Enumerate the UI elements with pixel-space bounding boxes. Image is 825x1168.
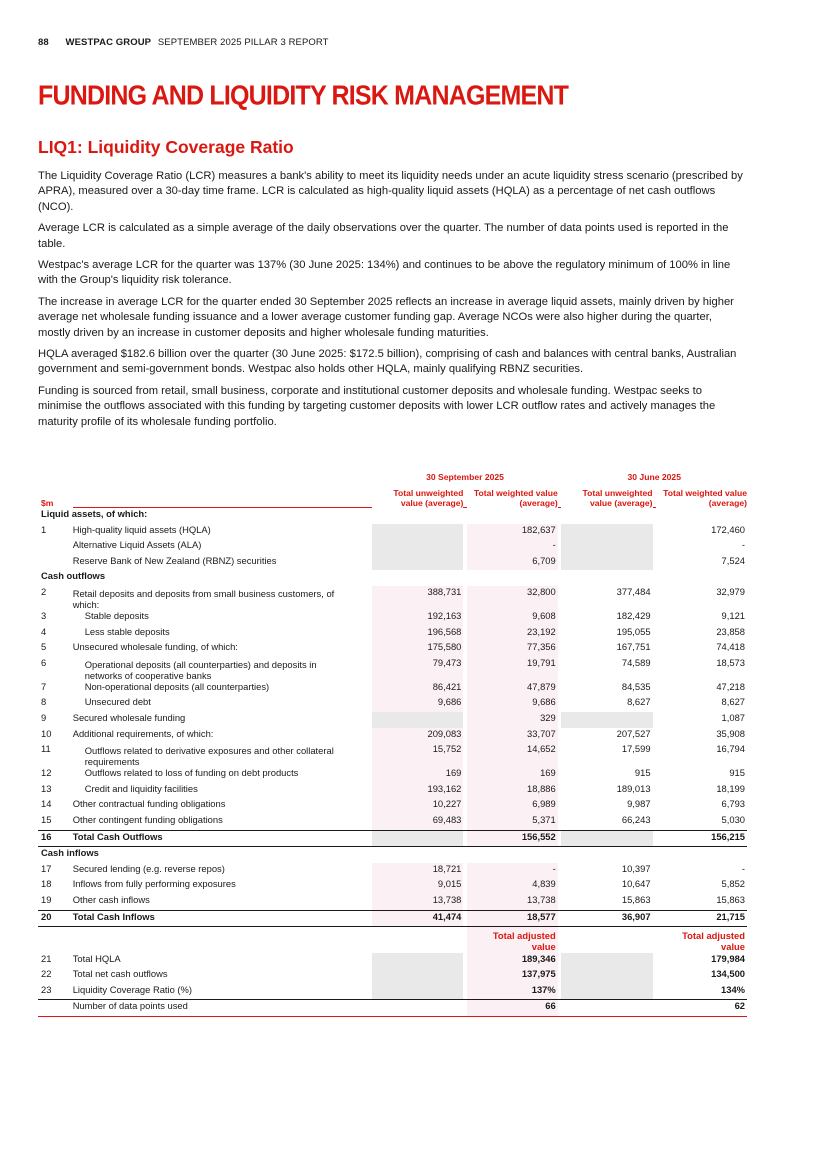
row-label: Credit and liquidity facilities: [84, 782, 198, 794]
row-number: 4: [41, 625, 47, 637]
paragraph: The Liquidity Coverage Ratio (LCR) measures a bank's ability to meet its liquidity needs under an acute liquidity stress scenario (prescribed by APRA), measured over a 30-day time frame. LCR is calculated as high-quality liquid assets (HQLA) as a percentage of net cash outflows (NCO).: [38, 170, 743, 213]
group-label: Liquid assets, of which:: [41, 508, 148, 520]
table-row: [38, 555, 747, 571]
cell-value: 179,984: [711, 952, 745, 964]
row-label: Reserve Bank of New Zealand (RBNZ) securities: [72, 554, 277, 566]
paragraph: HQLA averaged $182.6 billion over the quarter (30 June 2025: $172.5 billion), comprising of cash and balances with central banks, Australian government and semi-government bonds. Westpac also holds other HQLA, mainly qualifying RBNZ securities.: [38, 348, 737, 376]
cell-value: 5,030: [656, 814, 747, 830]
cell-value: 79,473: [372, 657, 463, 681]
cell-value: 189,013: [616, 782, 651, 794]
cell-value: 1,087: [721, 712, 745, 724]
cell-value: 9,686: [372, 696, 463, 712]
cell-value: 74,589: [621, 656, 651, 668]
cell-value: 7,524: [721, 554, 745, 566]
cell-value: -: [467, 539, 558, 555]
cell-value: 9,121: [721, 610, 745, 622]
row-number: 7: [41, 680, 47, 692]
row-number: 12: [41, 767, 52, 779]
cell-value: 377,484: [616, 586, 651, 598]
row-number: 23: [41, 983, 52, 995]
row-label: Total HQLA: [72, 952, 121, 964]
row-label: Unsecured wholesale funding, of which:: [72, 641, 238, 653]
cell-value: 5,371: [467, 814, 558, 830]
row-label: Secured lending (e.g. reverse repos): [72, 862, 225, 874]
sub-title: LIQ1: Liquidity Coverage Ratio: [38, 137, 294, 157]
cell-value: 175,580: [372, 641, 463, 657]
cell-value: 77,356: [467, 641, 558, 657]
row-number: 16: [38, 830, 73, 847]
row-label: Stable deposits: [84, 610, 149, 622]
col-unweighted-2: Total unweighted value (average): [582, 487, 653, 508]
cell-value: 47,879: [467, 681, 558, 697]
row-number: 11: [41, 743, 51, 755]
cell-value: 10,647: [621, 878, 651, 890]
row-label: Total Cash Inflows: [73, 910, 365, 927]
cell-value: -: [467, 863, 558, 879]
cell-value: 9,608: [467, 610, 558, 626]
cell-value: 18,573: [716, 656, 745, 668]
cell-value: 209,083: [372, 728, 463, 744]
cell-value: 84,535: [621, 680, 651, 692]
table-row: [38, 626, 747, 642]
row-number: 2: [41, 586, 47, 598]
cell-value: 32,979: [716, 586, 745, 598]
cell-value: 169: [467, 767, 558, 783]
cell-value: 207,527: [616, 727, 651, 739]
row-label: Number of data points used: [73, 1000, 365, 1017]
row-label: Less stable deposits: [84, 625, 170, 637]
cell-value: 86,421: [372, 681, 463, 697]
table-row: [38, 830, 747, 847]
cell-value: 137%: [467, 984, 558, 1000]
cell-value: 189,346: [467, 953, 558, 969]
col-weighted-2: Total weighted value (average): [663, 487, 747, 508]
row-label: Operational deposits (all counterparties) and deposits in networks of cooperative banks: [84, 658, 317, 681]
cell-value: 33,707: [467, 728, 558, 744]
cell-value: 8,627: [721, 696, 745, 708]
row-label: Inflows from fully performing exposures: [72, 878, 236, 890]
row-label: Other cash inflows: [73, 894, 365, 910]
cell-value: 329: [467, 712, 558, 728]
row-label: Alternative Liquid Assets (ALA): [72, 539, 202, 551]
table-row: [38, 728, 747, 744]
cell-value: 47,218: [716, 680, 745, 692]
table-row: [38, 894, 747, 910]
table-row: [38, 878, 747, 894]
col-adjusted-1: Total adjusted value: [467, 927, 558, 953]
row-label: Additional requirements, of which:: [72, 727, 214, 739]
cell-value: 41,474: [372, 910, 463, 927]
col-adjusted-2: Total adjusted value: [682, 930, 745, 953]
row-label: Secured wholesale funding: [72, 712, 186, 724]
row-label: Other contingent funding obligations: [73, 814, 365, 830]
cell-value: 36,907: [561, 910, 652, 927]
cell-value: 172,460: [711, 523, 745, 535]
cell-value: 915: [729, 767, 745, 779]
cell-value: 6,989: [467, 798, 558, 814]
cell-value: 13,738: [372, 894, 463, 910]
cell-value: 32,800: [467, 586, 558, 610]
cell-value: 156,552: [467, 830, 558, 847]
cell-value: 134%: [721, 983, 745, 995]
row-label: Retail deposits and deposits from small business customers, of which:: [72, 588, 335, 611]
row-number: 5: [41, 641, 47, 653]
table-row: [38, 681, 747, 697]
row-number: 10: [41, 727, 52, 739]
row-number: 1: [41, 523, 47, 535]
row-number: 9: [41, 712, 47, 724]
table-row: [38, 570, 747, 586]
table-row: [38, 863, 747, 879]
row-label: High-quality liquid assets (HQLA): [72, 523, 211, 535]
row-label: Non-operational deposits (all counterparties): [84, 680, 270, 692]
cell-value: 5,852: [721, 878, 745, 890]
row-label: Total Cash Outflows: [73, 830, 365, 847]
row-number: 20: [38, 910, 73, 927]
cell-value: 182,429: [616, 610, 651, 622]
cell-value: 9,015: [372, 878, 463, 894]
group-label: Cash outflows: [41, 570, 106, 582]
cell-value: 8,627: [627, 696, 651, 708]
table-row: [38, 910, 747, 927]
row-number: 14: [41, 798, 52, 810]
cell-value: 156,215: [656, 830, 747, 847]
cell-value: 17,599: [621, 743, 651, 755]
unit-label: $m: [41, 497, 54, 508]
cell-value: 74,418: [716, 641, 745, 653]
row-label: Liquidity Coverage Ratio (%): [72, 983, 193, 995]
cell-value: 196,568: [372, 626, 463, 642]
cell-value: 18,199: [716, 782, 745, 794]
cell-value: 182,637: [467, 524, 558, 540]
cell-value: 195,055: [616, 625, 651, 637]
body-text: [38, 169, 743, 436]
cell-value: 192,163: [372, 610, 463, 626]
cell-value: 14,652: [467, 743, 558, 767]
cell-value: 18,721: [372, 863, 463, 879]
cell-value: 169: [372, 767, 463, 783]
table-row: [38, 696, 747, 712]
section-title: FUNDING AND LIQUIDITY RISK MANAGEMENT: [38, 80, 569, 112]
row-number: 13: [41, 782, 52, 794]
cell-value: 13,738: [467, 894, 558, 910]
company-name: WESTPAC GROUP: [65, 37, 152, 48]
row-number: 21: [41, 952, 52, 964]
cell-value: 9,686: [467, 696, 558, 712]
cell-value: 18,886: [467, 783, 558, 799]
cell-value: 10,227: [372, 798, 463, 814]
group-label: Cash inflows: [41, 847, 99, 859]
period-2-header: 30 June 2025: [627, 472, 681, 482]
cell-value: 193,162: [372, 783, 463, 799]
row-label: Outflows related to loss of funding on debt products: [84, 767, 299, 779]
cell-value: 15,752: [372, 743, 463, 767]
cell-value: 134,500: [711, 968, 745, 980]
table-row: [38, 586, 747, 610]
cell-value: 10,397: [621, 862, 651, 874]
cell-value: 66: [467, 1000, 558, 1017]
cell-value: 19,791: [467, 657, 558, 681]
report-name: SEPTEMBER 2025 PILLAR 3 REPORT: [157, 37, 329, 48]
cell-value: 388,731: [372, 586, 463, 610]
cell-value: 23,192: [467, 626, 558, 642]
cell-value: 137,975: [467, 968, 558, 984]
page-number: 88: [38, 37, 49, 48]
row-label: Total net cash outflows: [72, 968, 168, 980]
table-row: [38, 783, 747, 799]
table-row: [38, 657, 747, 681]
col-unweighted-1: Total unweighted value (average): [393, 487, 464, 508]
cell-value: 23,858: [716, 625, 745, 637]
table-row: [38, 743, 747, 767]
row-number: 17: [41, 862, 52, 874]
row-label: Other contractual funding obligations: [72, 798, 226, 810]
row-number: 3: [41, 610, 47, 622]
cell-value: 18,577: [467, 910, 558, 927]
table-row: [38, 508, 747, 524]
paragraph: Funding is sourced from retail, small business, corporate and institutional customer deposits and wholesale funding. Westpac seeks to minimise the outflows associated with this funding by targeting customer deposits with lower LCR outflow rates and actively manages the maturity profile of its wholesale funding portfolio.: [38, 384, 716, 428]
table-row: [38, 814, 747, 830]
cell-value: 21,715: [656, 910, 747, 927]
table-row: [38, 539, 747, 555]
table-row: [38, 610, 747, 626]
col-weighted-1: Total weighted value (average): [473, 487, 558, 508]
cell-value: 66,243: [561, 814, 652, 830]
cell-value: 69,483: [372, 814, 463, 830]
paragraph: Average LCR is calculated as a simple average of the daily observations over the quarter. The number of data points used is reported in the table.: [38, 222, 729, 250]
row-number: 6: [41, 656, 47, 668]
table-row: [38, 712, 747, 728]
cell-value: 16,794: [716, 743, 745, 755]
row-number: 22: [41, 968, 52, 980]
table-row: [38, 847, 747, 863]
cell-value: 167,751: [616, 641, 651, 653]
cell-value: 35,908: [716, 727, 745, 739]
cell-value: -: [741, 539, 745, 551]
period-1-header: 30 September 2025: [426, 472, 504, 482]
cell-value: 4,839: [467, 878, 558, 894]
cell-value: -: [741, 862, 745, 874]
lcr-table: [38, 472, 747, 1017]
paragraph: The increase in average LCR for the quarter ended 30 September 2025 reflects an increase in average liquid assets, mainly driven by higher average net wholesale funding issuance and a lower average customer funding gap. Average NCOs were also higher during the quarter, mostly driven by an increase in customer deposits and higher wholesale funding maturities.: [38, 295, 734, 339]
row-number: 19: [38, 894, 73, 910]
row-label: Unsecured debt: [84, 696, 151, 708]
cell-value: 9,987: [627, 798, 651, 810]
paragraph: Westpac's average LCR for the quarter was 137% (30 June 2025: 134%) and continues to be above the regulatory minimum of 100% in line with the Group's liquidity risk tolerance.: [38, 259, 731, 287]
row-number: 18: [41, 878, 52, 890]
table-row: [38, 968, 747, 984]
table-row: [38, 1000, 747, 1017]
table-row: [38, 767, 747, 783]
cell-value: 6,709: [467, 555, 558, 571]
cell-value: 15,863: [656, 894, 747, 910]
cell-value: 15,863: [561, 894, 652, 910]
row-number: 15: [38, 814, 73, 830]
table-row: [38, 641, 747, 657]
table-row: [38, 798, 747, 814]
cell-value: 62: [656, 1000, 747, 1017]
table-row: [38, 984, 747, 1000]
page-header: [38, 37, 329, 48]
row-label: Outflows related to derivative exposures and other collateral requirements: [84, 745, 334, 768]
table-row: [38, 953, 747, 969]
cell-value: 6,793: [721, 798, 745, 810]
row-number: 8: [41, 696, 47, 708]
cell-value: 915: [634, 767, 651, 779]
table-row: [38, 524, 747, 540]
